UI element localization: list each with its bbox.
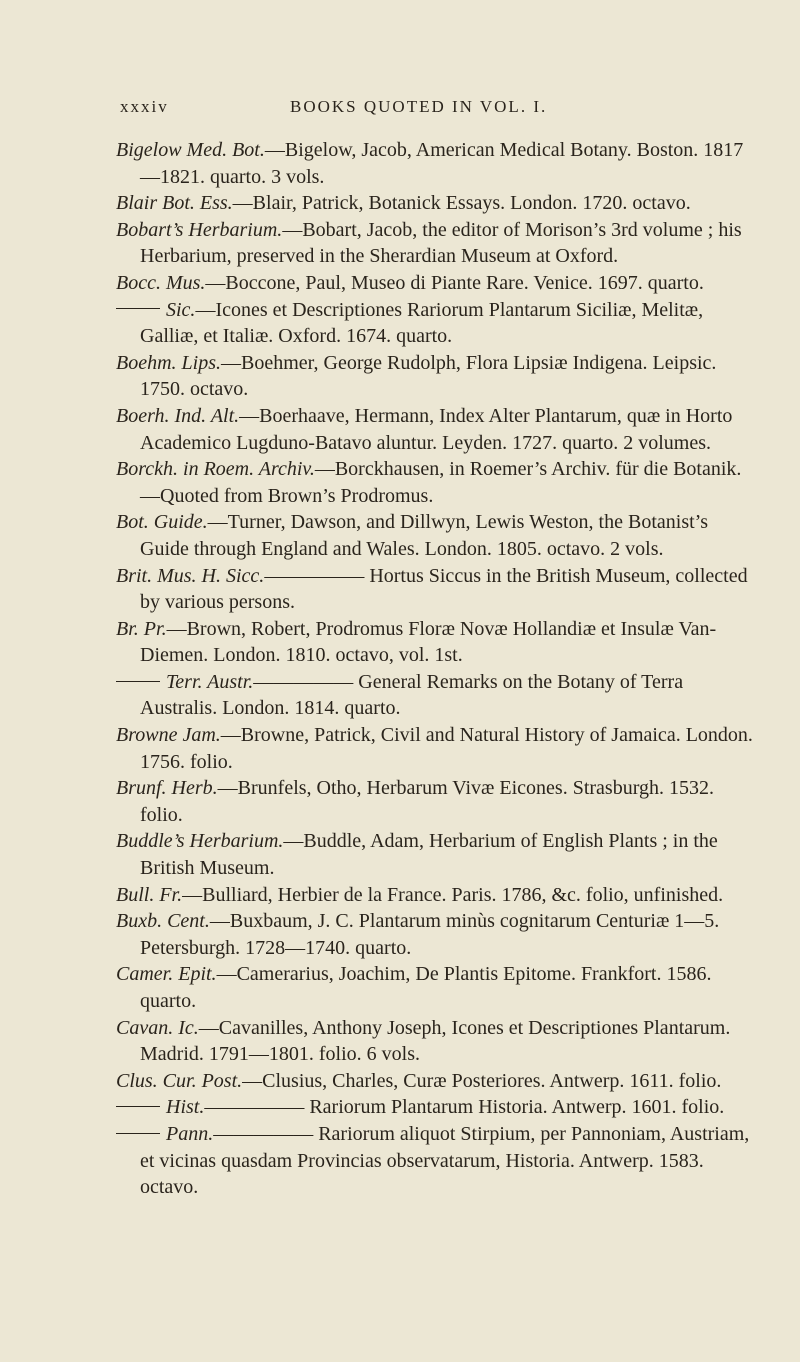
entry-abbreviation: Clus. Cur. Post.	[116, 1069, 243, 1092]
entry-abbreviation: Buxb. Cent.	[116, 910, 210, 933]
bibliography-list	[116, 137, 756, 1201]
entry-abbreviation: Buddle’s Herbarium.	[116, 830, 284, 853]
running-title: BOOKS QUOTED IN VOL. I.	[290, 97, 548, 116]
entry-abbreviation: Pann.	[166, 1122, 214, 1145]
entry-text: —Browne, Patrick, Civil and Natural History of Jamaica. London. 1756. folio.	[140, 724, 753, 773]
entry-abbreviation: Blair Bot. Ess.	[116, 192, 233, 215]
entry-text: —Cavanilles, Anthony Joseph, Icones et Descriptiones Plantarum. Madrid. 1791—1801. folio. 6 vols.	[140, 1016, 731, 1066]
bibliography-entry	[116, 270, 756, 297]
bibliography-entry	[116, 908, 756, 961]
bibliography-entry	[116, 828, 756, 881]
entry-text: —Bigelow, Jacob, American Medical Botany. Boston. 1817—1821. quarto. 3 vols.	[140, 139, 744, 188]
entry-abbreviation: Brunf. Herb.	[116, 777, 218, 800]
entry-text: —Buxbaum, J. C. Plantarum minùs cognitarum Centuriæ 1—5. Petersburgh. 1728—1740. quarto.	[140, 910, 720, 959]
bibliography-entry	[116, 669, 756, 722]
entry-text: —Boerhaave, Hermann, Index Alter Plantarum, quæ in Horto Academico Lugduno-Batavo aluntur. Leyden. 1727. quarto. 2 volumes.	[140, 404, 733, 454]
bibliography-entry	[116, 882, 756, 909]
page-number: xxxiv	[120, 97, 169, 116]
entry-abbreviation: Cavan. Ic.	[116, 1016, 199, 1039]
entry-text: —Boehmer, George Rudolph, Flora Lipsiæ Indigena. Leipsic. 1750. octavo.	[140, 351, 717, 401]
entry-text: —Icones et Descriptiones Rariorum Plantarum Siciliæ, Melitæ, Galliæ, et Italiæ. Oxford. 1674. quarto.	[140, 298, 704, 348]
ditto-rule	[116, 1106, 160, 1107]
entry-text: ————— Rariorum Plantarum Historia. Antwerp. 1601. folio.	[204, 1096, 725, 1119]
entry-text: —Turner, Dawson, and Dillwyn, Lewis Weston, the Botanist’s Guide through England and Wales. London. 1805. octavo. 2 vols.	[140, 511, 708, 560]
entry-abbreviation: Browne Jam.	[116, 724, 221, 747]
ditto-rule	[116, 1133, 160, 1134]
entry-text: —Boccone, Paul, Museo di Piante Rare. Venice. 1697. quarto.	[205, 271, 704, 294]
entry-abbreviation: Boehm. Lips.	[116, 351, 221, 374]
entry-text: ————— Rariorum aliquot Stirpium, per Pannoniam, Austriam, et vicinas quasdam Provincias observatarum, Historia. Antwerp. 1583. octavo.	[140, 1122, 750, 1199]
bibliography-entry	[116, 190, 756, 217]
bibliography-entry	[116, 1015, 756, 1068]
entry-text: ————— Hortus Siccus in the British Museum, collected by various persons.	[140, 564, 748, 614]
bibliography-entry	[116, 350, 756, 403]
entry-text: —Blair, Patrick, Botanick Essays. London. 1720. octavo.	[232, 192, 691, 215]
bibliography-entry	[116, 722, 756, 775]
entry-text: —Camerarius, Joachim, De Plantis Epitome. Frankfort. 1586. quarto.	[140, 963, 712, 1012]
bibliography-entry	[116, 456, 756, 509]
entry-text: —Buddle, Adam, Herbarium of English Plants ; in the British Museum.	[140, 830, 718, 880]
entry-text: —Clusius, Charles, Curæ Posteriores. Antwerp. 1611. folio.	[242, 1069, 722, 1092]
bibliography-entry	[116, 1121, 756, 1201]
bibliography-entry	[116, 1094, 756, 1121]
ditto-rule	[116, 308, 160, 309]
bibliography-entry	[116, 217, 756, 270]
entry-abbreviation: Terr. Austr.	[166, 670, 254, 693]
entry-text: —Brown, Robert, Prodromus Floræ Novæ Hollandiæ et Insulæ Van-Diemen. London. 1810. octavo, vol. 1st.	[140, 617, 717, 667]
entry-abbreviation: Bull. Fr.	[116, 883, 183, 906]
entry-abbreviation: Bot. Guide.	[116, 511, 208, 534]
entry-text: —Borckhausen, in Roemer’s Archiv. für die Botanik.—Quoted from Brown’s Prodromus.	[140, 458, 742, 507]
entry-text: ————— General Remarks on the Botany of Terra Australis. London. 1814. quarto.	[140, 670, 684, 720]
entry-text: —Brunfels, Otho, Herbarum Vivæ Eicones. Strasburgh. 1532. folio.	[140, 777, 715, 826]
entry-text: —Bobart, Jacob, the editor of Morison’s 3rd volume ; his Herbarium, preserved in the Sherardian Museum at Oxford.	[140, 218, 742, 268]
entry-abbreviation: Hist.	[166, 1096, 205, 1119]
entry-abbreviation: Borckh. in Roem. Archiv.	[116, 458, 315, 481]
bibliography-entry	[116, 961, 756, 1014]
entry-abbreviation: Boerh. Ind. Alt.	[116, 404, 240, 427]
entry-abbreviation: Sic.	[166, 298, 196, 321]
running-head	[120, 97, 740, 121]
entry-abbreviation: Bigelow Med. Bot.	[116, 139, 265, 161]
ditto-rule	[116, 681, 160, 682]
bibliography-entry	[116, 509, 756, 562]
bibliography-entry	[116, 137, 756, 190]
entry-abbreviation: Br. Pr.	[116, 617, 167, 640]
entry-text: —Bulliard, Herbier de la France. Paris. 1786, &c. folio, unfinished.	[182, 883, 724, 906]
entry-abbreviation: Bobart’s Herbarium.	[116, 218, 283, 241]
bibliography-entry	[116, 297, 756, 350]
bibliography-entry	[116, 403, 756, 456]
entry-abbreviation: Brit. Mus. H. Sicc.	[116, 564, 265, 587]
bibliography-entry	[116, 775, 756, 828]
bibliography-entry	[116, 563, 756, 616]
entry-abbreviation: Bocc. Mus.	[116, 271, 206, 294]
bibliography-entry	[116, 1068, 756, 1095]
entry-abbreviation: Camer. Epit.	[116, 963, 217, 986]
bibliography-entry	[116, 616, 756, 669]
